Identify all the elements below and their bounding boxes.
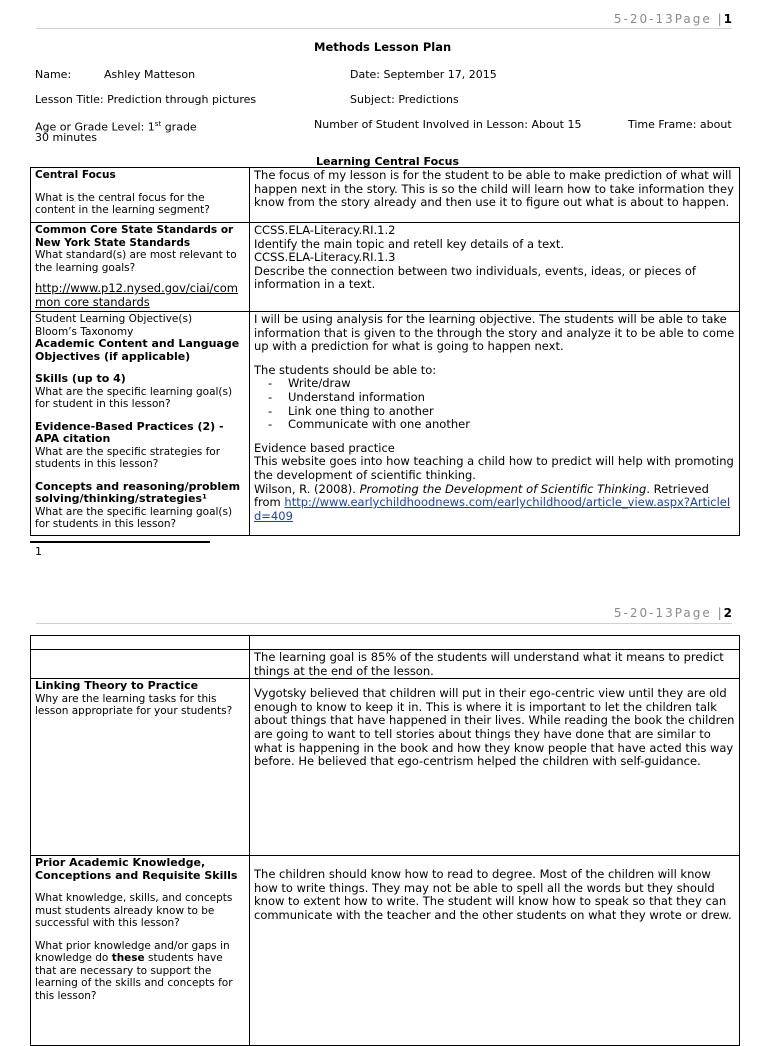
objectives-label: Student Learning Objective(s)	[35, 313, 193, 325]
skills-question: What are the specific learning goal(s) for student in this lesson?	[35, 385, 233, 410]
standards-question: What standard(s) are most relevant to the learning goals?	[35, 249, 237, 274]
student-count-field: Number of Student Involved in Lesson: About 15	[314, 118, 582, 131]
citation: Wilson, R. (2008). Promoting the Development of Scientific Thinking. Retrieved from http://www.earlychildhoodnews.com/earlychildhood/article_view.aspx?ArticleId=409	[254, 481, 731, 523]
page-number: 1	[723, 12, 732, 26]
evidence-practices-heading: Evidence-Based Practices (2) - APA citation	[35, 419, 224, 445]
table-row	[31, 679, 740, 856]
time-frame-minutes: 30 minutes	[35, 131, 98, 144]
section-title: Learning Central Focus	[316, 155, 460, 168]
objective-statement: I will be using analysis for the learning objective. The students will be able to take information that is given to the through the story and analyze it to be able to come up with a prediction for what is going to happen next.	[254, 312, 735, 354]
theory-label-cell	[31, 679, 250, 856]
concepts-heading: Concepts and reasoning/problem solving/thinking/strategies¹	[35, 479, 241, 505]
prior-knowledge-heading: Prior Academic Knowledge, Conceptions and Requisite Skills	[35, 856, 238, 882]
document-title: Methods Lesson Plan	[314, 40, 452, 54]
standard-code: CCSS.ELA-Literacy.RI.1.3	[254, 250, 396, 265]
goal-label-cell	[31, 650, 250, 679]
list-item: - Understand information	[268, 391, 735, 405]
time-frame-field: Time Frame: about	[628, 118, 732, 131]
table-row	[31, 223, 740, 312]
table-row	[31, 312, 740, 536]
name-value: Ashley Matteson	[104, 68, 196, 81]
prior-gaps-question: What prior knowledge and/or gaps in knowledge do these students have that are necessary to support the learning of the skills and concepts for this lesson?	[35, 939, 233, 1002]
date-field: Date: September 17, 2015	[350, 68, 497, 81]
standard-description: Identify the main topic and retell key details of a text.	[254, 236, 565, 251]
academic-objectives-heading: Academic Content and Language Objectives (if applicable)	[35, 337, 240, 363]
page-2	[0, 602, 768, 1024]
central-focus-answer: The focus of my lesson is for the student to be able to make prediction of what will happen next in the story. This is so the child will learn how to take information they know from the story already and then use it to figure out what is about to happen.	[250, 168, 740, 223]
standards-link[interactable]: http://www.p12.nysed.gov/ciai/common core standards	[35, 281, 238, 309]
theory-question: Why are the learning tasks for this lesson appropriate for your students?	[35, 692, 233, 718]
objectives-label-cell	[31, 312, 250, 536]
list-item: - Write/draw	[268, 377, 735, 391]
standard-code: CCSS.ELA-Literacy.RI.1.2	[254, 223, 396, 237]
table-row	[31, 168, 740, 223]
standards-heading: Common Core State Standards or New York State Standards	[35, 224, 234, 249]
standards-answer-cell	[250, 223, 740, 312]
header-date-page: 5-20-13Page |	[613, 606, 724, 620]
prior-knowledge-answer: The children should know how to read to degree. Most of the children will know how to write things. They may not be able to spell all the words but they should know to extent how to write. The student will know how to speak so that they can communicate with the teacher and the other students on what they wrote or drew.	[250, 856, 740, 1046]
evidence-practices-question: What are the specific strategies for students in this lesson?	[35, 445, 221, 470]
learning-goal-answer: The learning goal is 85% of the students will understand what it means to predict things at the end of the lesson.	[250, 650, 740, 679]
prior-knowledge-question: What knowledge, skills, and concepts must students already know to be successful with this lesson?	[35, 892, 233, 930]
lesson-plan-table-page2	[30, 635, 740, 1046]
empty-cell	[31, 636, 250, 650]
evidence-description: This website goes into how teaching a child how to predict will help with promoting the development of scientific thinking.	[254, 454, 734, 482]
empty-cell	[250, 636, 740, 650]
theory-heading: Linking Theory to Practice	[35, 679, 199, 693]
central-focus-heading: Central Focus	[35, 169, 116, 181]
footnote: 1	[35, 545, 42, 558]
skills-heading: Skills (up to 4)	[35, 372, 126, 385]
header-rule	[36, 28, 732, 29]
citation-title: Promoting the Development of Scientific Thinking	[359, 481, 647, 496]
concepts-question: What are the specific learning goal(s) for students in this lesson?	[35, 505, 233, 530]
footnote-separator	[30, 541, 210, 543]
lesson-title-field: Lesson Title: Prediction through pictures	[35, 93, 257, 106]
list-item: - Communicate with one another	[268, 418, 735, 432]
standard-description: Describe the connection between two individuals, events, ideas, or pieces of information in a text.	[254, 263, 696, 292]
central-focus-label-cell	[31, 168, 250, 223]
header-rule	[36, 623, 732, 624]
central-focus-question: What is the central focus for the content in the learning segment?	[35, 191, 210, 216]
prior-knowledge-label-cell	[31, 856, 250, 1046]
citation-link[interactable]: http://www.earlychildhoodnews.com/earlychildhood/article_view.aspx?ArticleId=409	[254, 495, 731, 523]
page-header	[614, 606, 732, 620]
blooms-label: Bloom’s Taxonomy	[35, 325, 134, 338]
header-date-page: 5-20-13Page |	[613, 12, 724, 26]
grade-level-field: Age or Grade Level: 1st grade	[35, 120, 197, 134]
students-able-to: The students should be able to:	[254, 362, 437, 377]
page-number: 2	[723, 606, 732, 620]
evidence-heading: Evidence based practice	[254, 440, 395, 455]
subject-field: Subject: Predictions	[350, 93, 459, 106]
standards-label-cell	[31, 223, 250, 312]
page-gap	[0, 570, 768, 602]
lesson-plan-table-page1	[30, 167, 740, 536]
page-header	[614, 12, 732, 26]
table-row	[31, 856, 740, 1046]
name-label: Name:	[35, 68, 72, 81]
skills-list	[254, 377, 735, 431]
theory-answer: Vygotsky believed that children will put in their ego-centric view until they are old enough to know to keep it in. This is where it is important to let the children talk about things that have happened in their lives. While reading the book the children are going to want to tell stories about things they have done that are similar to what is happening in the book and how they know people that have acted this way before. He believed that ego-centrism helped the children with self-guidance.	[250, 679, 740, 856]
objectives-answer-cell	[250, 312, 740, 536]
table-row	[31, 636, 740, 650]
table-row	[31, 650, 740, 679]
list-item: - Link one thing to another	[268, 405, 735, 419]
